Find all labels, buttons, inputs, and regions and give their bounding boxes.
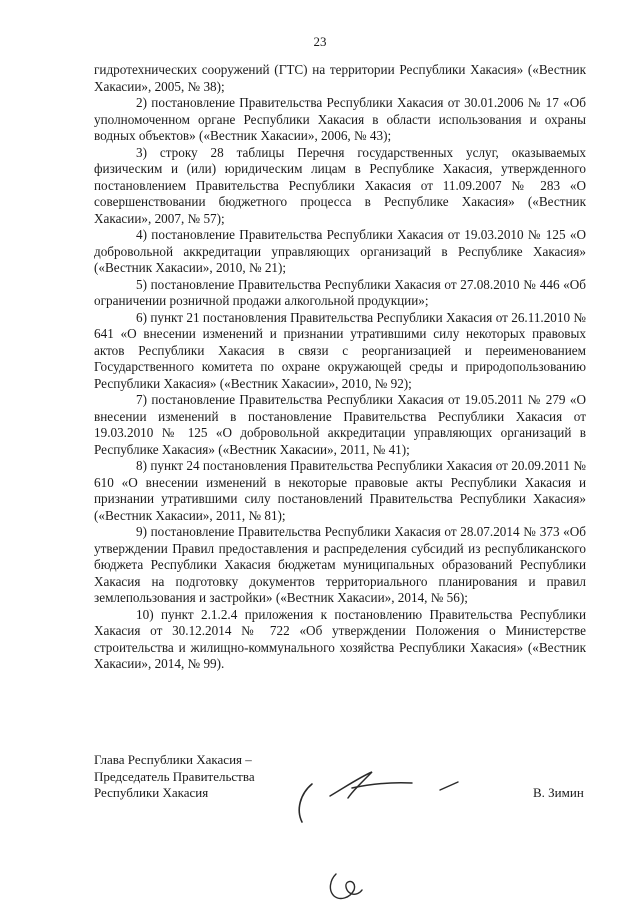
handwritten-page-mark [322,868,368,902]
handwritten-signature [290,762,470,832]
list-item: 7) постановление Правительства Республики Хакасия от 19.05.2011 № 279 «О внесении изменений в постановление Правительства Республики Хакасия от 19.03.2010 № 125 «О добровольной аккредитации управляющих организаций в Республике Хакасия» («Вестник Хакасии», 2011, № 41); [94,392,586,457]
list-item: 5) постановление Правительства Республики Хакасия от 27.08.2010 № 446 «Об ограничении розничной продажи алкогольной продукции»; [94,276,586,308]
signatory-title-line: Республики Хакасия [94,785,209,800]
list-item: 4) постановление Правительства Республики Хакасия от 19.03.2010 № 125 «О добровольной аккредитации управляющих организаций в Республике Хакасия» («Вестник Хакасии», 2010, № 21); [94,227,586,275]
list-item: 8) пункт 24 постановления Правительства Республики Хакасия от 20.09.2011 № 610 «О внесении изменений в некоторые правовые акты Республики Хакасия и признании утратившими силу постановлений Правительства Республики Хакасия» («Вестник Хакасии», 2011, № 81); [94,458,586,523]
list-item: 10) пункт 2.1.2.4 приложения к постановлению Правительства Республики Хакасия от 30.12.2014 № 722 «Об утверждении Положения о Министерстве строительства и жилищно-коммунального хозяйства Республики Хакасия» («Вестник Хакасии», 2014, № 99). [94,606,586,671]
list-item: 2) постановление Правительства Республики Хакасия от 30.01.2006 № 17 «Об уполномоченном органе Республики Хакасия в области использования и охраны водных объектов» («Вестник Хакасии», 2006, № 43); [94,95,586,143]
paragraph-continuation: гидротехнических сооружений (ГТС) на территории Республики Хакасия» («Вестник Хакасии», 2005, № 38); [94,62,586,94]
list-item: 9) постановление Правительства Республики Хакасия от 28.07.2014 № 373 «Об утверждении Правил предоставления и распределения субсидий из республиканского бюджета Республики Хакасия бюджетам муниципальных образований Республики Хакасия на подготовку документов территориального планирования и правил землепользования и застройки» («Вестник Хакасии», 2014, № 56); [94,524,586,605]
signatory-name: В. Зимин [533,785,584,800]
signatory-title-line: Глава Республики Хакасия – [94,752,252,767]
list-item: 3) строку 28 таблицы Перечня государственных услуг, оказываемых физическим и (или) юридическим лицам в Республике Хакасия, утвержденного постановлением Правительства Республики Хакасия от 11.09.2007 № 283 «О совершенствовании бюджетного процесса в Республике Хакасия» («Вестник Хакасии», 2007, № 57); [94,144,586,226]
list-item: 6) пункт 21 постановления Правительства Республики Хакасия от 26.11.2010 № 641 «О внесении изменений и признании утратившими силу некоторых правовых актов Республики Хакасия в связи с реорганизацией и переименованием Государственного комитета по охране окружающей среды и природопользованию Республики Хакасия» («Вестник Хакасии», 2010, № 92); [94,309,586,391]
signatory-title-line: Председатель Правительства [94,768,255,784]
page-number: 23 [313,34,327,49]
document-body [94,62,586,673]
